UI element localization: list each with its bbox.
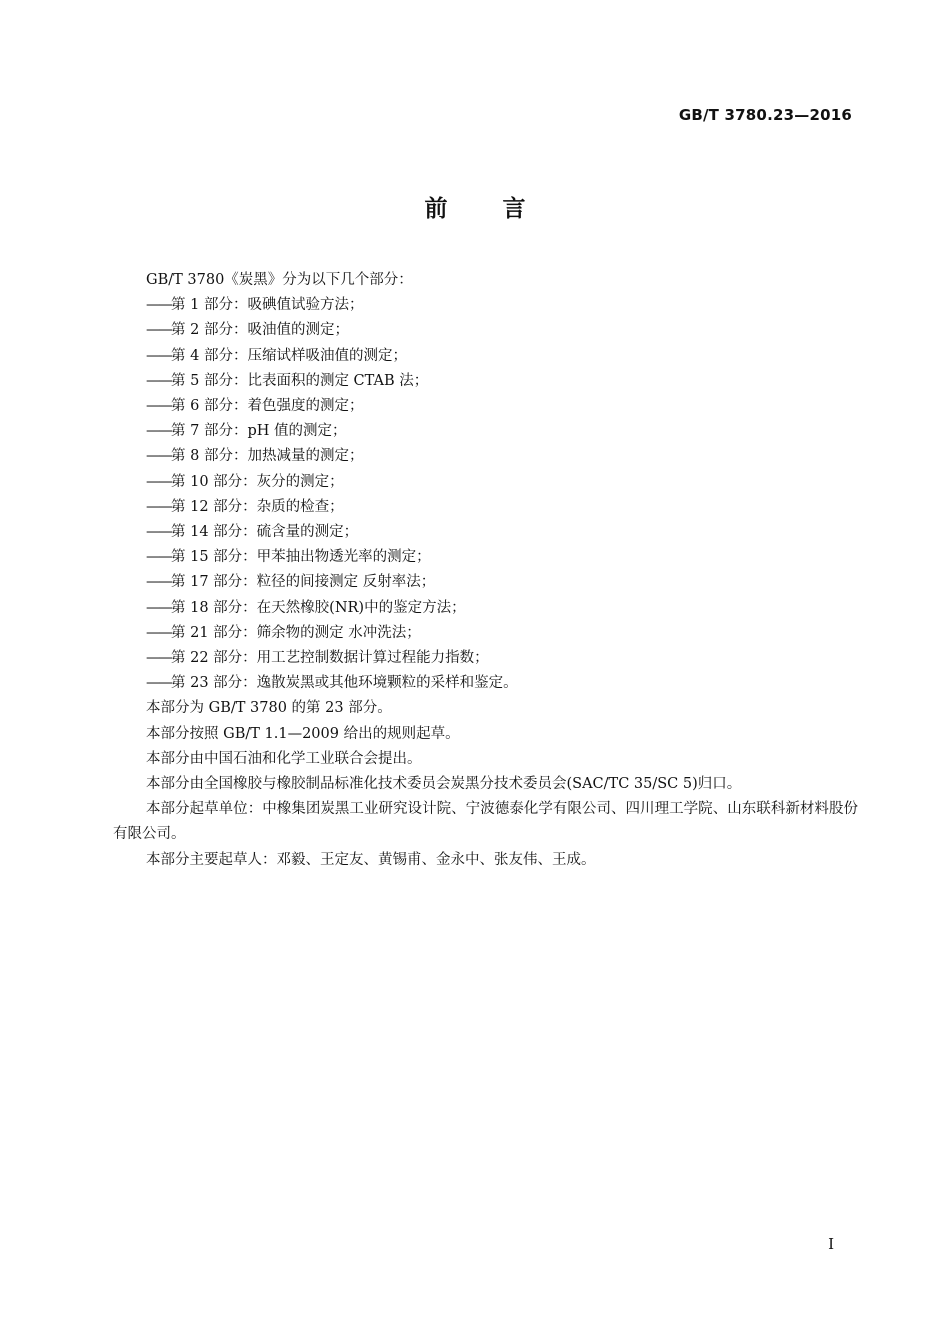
part-item <box>113 293 858 318</box>
part-item <box>113 545 858 570</box>
standard-code: GB/T 3780.23—2016 <box>678 106 852 124</box>
part-text: 第 6 部分：着色强度的测定； <box>171 398 364 415</box>
dash-prefix: —— <box>146 675 171 692</box>
part-item <box>113 419 858 444</box>
intro-paragraph: GB/T 3780《炭黑》分为以下几个部分： <box>146 272 413 288</box>
part-item <box>113 596 858 621</box>
dash-prefix: —— <box>146 624 171 641</box>
part-item <box>113 646 858 671</box>
part-text: 第 22 部分：用工艺控制数据计算过程能力指数； <box>171 650 489 667</box>
foreword-body <box>113 268 858 873</box>
dash-prefix: —— <box>146 524 171 541</box>
dash-prefix: —— <box>146 297 171 314</box>
dash-prefix: —— <box>146 423 171 440</box>
dash-prefix: —— <box>146 574 171 591</box>
part-item <box>113 671 858 696</box>
part-item <box>113 369 858 394</box>
part-text: 第 23 部分：逸散炭黑或其他环境颗粒的采样和鉴定。 <box>171 675 518 692</box>
part-text: 第 8 部分：加热减量的测定； <box>171 448 364 465</box>
part-text: 第 1 部分：吸碘值试验方法； <box>171 297 364 314</box>
part-item <box>113 495 858 520</box>
part-item <box>113 520 858 545</box>
part-text: 第 14 部分：硫含量的测定； <box>171 524 359 541</box>
drafting-units-statement: 本部分起草单位：中橡集团炭黑工业研究设计院、宁波德泰化学有限公司、四川理工学院、山东联科新材料股份有限公司。 <box>113 801 858 843</box>
part-text: 第 12 部分：杂质的检查； <box>171 498 344 515</box>
part-item <box>113 344 858 369</box>
part-text: 第 7 部分：pH 值的测定； <box>171 423 347 440</box>
part-text: 第 2 部分：吸油值的测定； <box>171 322 349 339</box>
part-text: 第 5 部分：比表面积的测定 CTAB 法； <box>171 372 429 389</box>
part-item <box>113 394 858 419</box>
dash-prefix: —— <box>146 549 171 566</box>
dash-prefix: —— <box>146 448 171 465</box>
part-item <box>113 570 858 595</box>
part-text: 第 4 部分：压缩试样吸油值的测定； <box>171 347 407 364</box>
part-of-statement: 本部分为 GB/T 3780 的第 23 部分。 <box>146 700 392 717</box>
part-list <box>113 293 858 696</box>
dash-prefix: —— <box>146 347 171 364</box>
page-number: I <box>828 1235 834 1253</box>
dash-prefix: —— <box>146 599 171 616</box>
part-text: 第 17 部分：粒径的间接测定 反射率法； <box>171 574 436 591</box>
drafters-statement: 本部分主要起草人：邓毅、王定友、黄锡甫、金永中、张友伟、王成。 <box>146 851 596 868</box>
drafting-rules-statement: 本部分按照 GB/T 1.1—2009 给出的规则起草。 <box>146 725 460 742</box>
dash-prefix: —— <box>146 398 171 415</box>
dash-prefix: —— <box>146 498 171 515</box>
part-item <box>113 470 858 495</box>
part-text: 第 18 部分：在天然橡胶(NR)中的鉴定方法； <box>171 599 466 616</box>
part-item <box>113 444 858 469</box>
dash-prefix: —— <box>146 473 171 490</box>
part-text: 第 15 部分：甲苯抽出物透光率的测定； <box>171 549 431 566</box>
dash-prefix: —— <box>146 372 171 389</box>
part-text: 第 10 部分：灰分的测定； <box>171 473 344 490</box>
managed-by-statement: 本部分由全国橡胶与橡胶制品标准化技术委员会炭黑分技术委员会(SAC/TC 35/SC 5)归口。 <box>146 776 742 793</box>
proposed-by-statement: 本部分由中国石油和化学工业联合会提出。 <box>146 750 422 767</box>
dash-prefix: —— <box>146 322 171 339</box>
page-title: 前言 <box>424 196 581 222</box>
part-item <box>113 621 858 646</box>
part-text: 第 21 部分：筛余物的测定 水冲洗法； <box>171 624 421 641</box>
part-item <box>113 318 858 343</box>
dash-prefix: —— <box>146 650 171 667</box>
